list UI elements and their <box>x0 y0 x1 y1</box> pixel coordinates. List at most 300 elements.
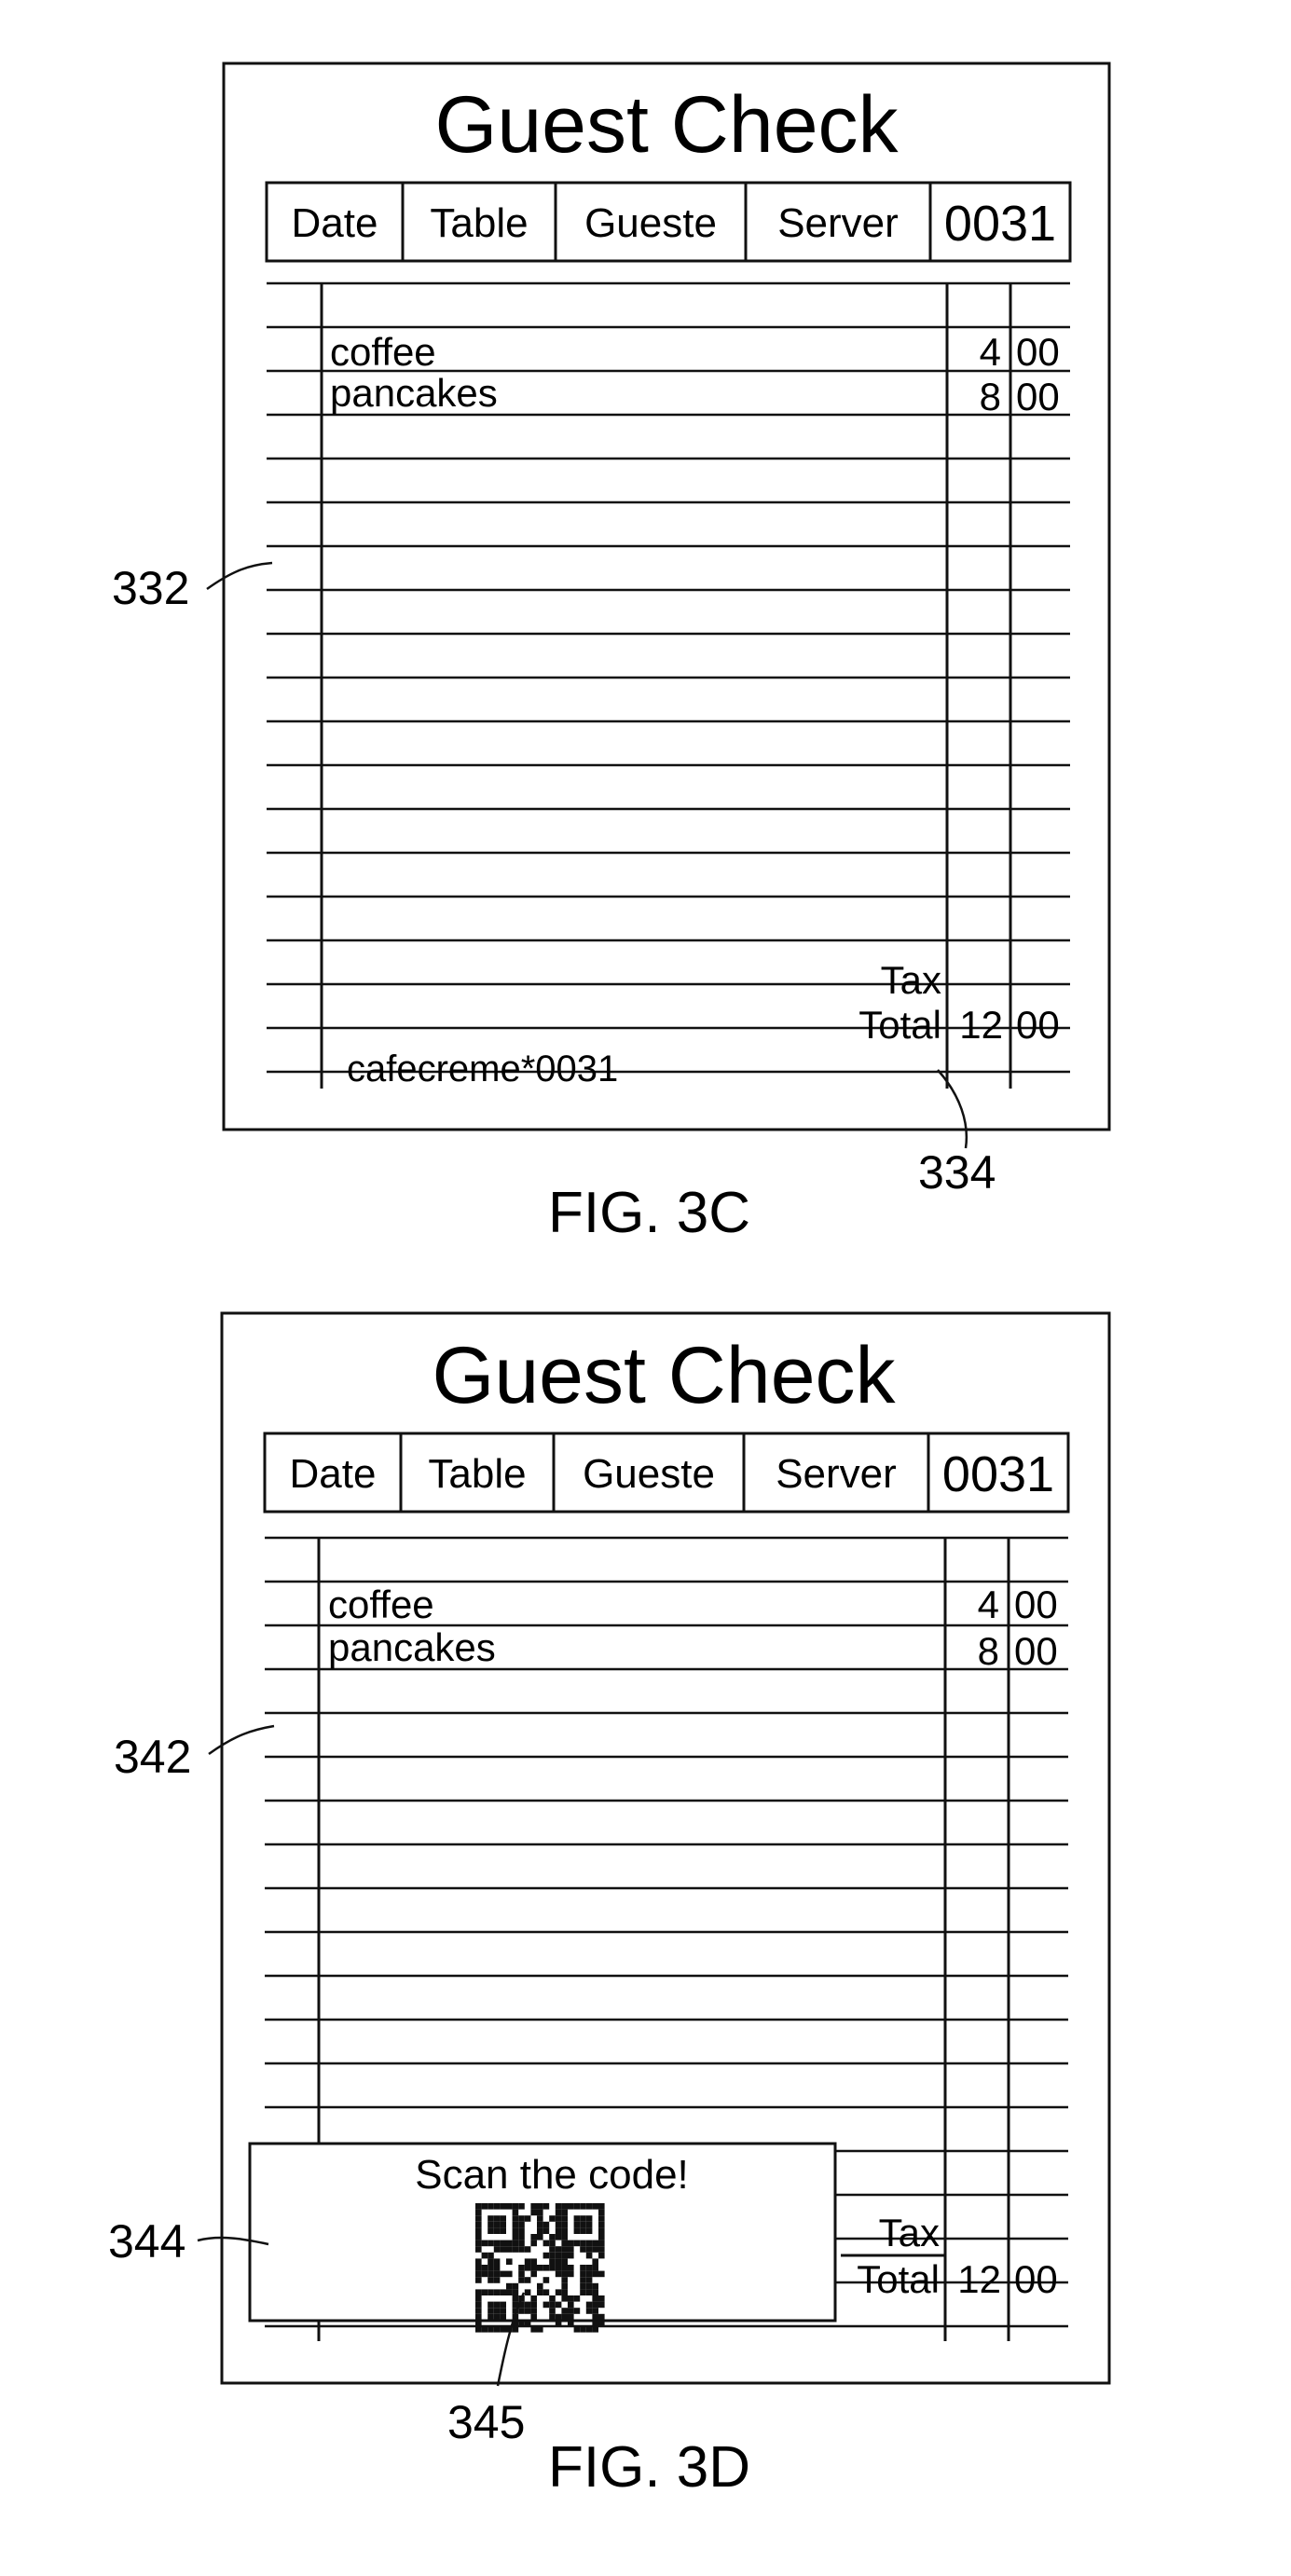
qr-module <box>513 2289 519 2295</box>
item-3c-pancakes-dollars: 8 <box>979 375 1001 418</box>
qr-module <box>506 2258 513 2265</box>
item-3c-coffee-dollars: 4 <box>979 330 1001 374</box>
qr-module <box>598 2302 605 2309</box>
qr-module <box>598 2210 605 2216</box>
qr-module <box>488 2289 494 2295</box>
qr-module <box>592 2308 598 2314</box>
qr-module <box>482 2253 488 2259</box>
qr-module <box>598 2246 605 2253</box>
qr-module <box>580 2227 586 2234</box>
qr-module <box>494 2271 501 2278</box>
qr-module <box>549 2314 556 2321</box>
qr-module <box>475 2277 482 2283</box>
ref-label-332: 332 <box>112 562 190 614</box>
qr-module <box>518 2203 525 2210</box>
qr-module <box>525 2308 531 2314</box>
qr-module <box>530 2240 537 2247</box>
qr-module <box>513 2227 519 2234</box>
qr-module <box>586 2253 593 2259</box>
leader-342 <box>209 1726 274 1754</box>
qr-module <box>530 2326 537 2333</box>
qr-module <box>543 2240 550 2247</box>
qr-module <box>506 2203 513 2210</box>
qr-module <box>525 2289 531 2295</box>
qr-module <box>598 2222 605 2228</box>
qr-module <box>530 2295 537 2302</box>
qr-module <box>482 2326 488 2333</box>
qr-module <box>500 2203 506 2210</box>
qr-module <box>561 2253 568 2259</box>
qr-module <box>586 2215 593 2222</box>
item-3c-coffee-name: coffee <box>330 330 436 374</box>
check-3d-total-cents: 00 <box>1014 2257 1058 2301</box>
qr-module <box>574 2295 581 2302</box>
qr-module <box>482 2203 488 2210</box>
qr-module <box>568 2320 574 2326</box>
qr-module <box>506 2289 513 2295</box>
header-3d-guests: Gueste <box>583 1451 715 1497</box>
qr-module <box>500 2302 506 2309</box>
qr-module <box>518 2271 525 2278</box>
qr-module <box>592 2326 598 2333</box>
qr-module <box>482 2289 488 2295</box>
qr-module <box>518 2215 525 2222</box>
qr-module <box>513 2246 519 2253</box>
qr-module <box>518 2277 525 2283</box>
item-3d-coffee-dollars: 4 <box>977 1583 999 1626</box>
qr-module <box>598 2203 605 2210</box>
qr-module <box>475 2265 482 2271</box>
qr-module <box>561 2295 568 2302</box>
qr-module <box>586 2240 593 2247</box>
qr-module <box>530 2234 537 2240</box>
qr-module <box>561 2246 568 2253</box>
qr-module <box>598 2234 605 2240</box>
qr-module <box>488 2271 494 2278</box>
qr-module <box>494 2215 501 2222</box>
qr-module <box>475 2314 482 2321</box>
qr-module <box>549 2215 556 2222</box>
qr-module <box>543 2253 550 2259</box>
qr-module <box>543 2277 550 2283</box>
qr-module <box>586 2308 593 2314</box>
qr-module <box>488 2215 494 2222</box>
qr-module <box>475 2295 482 2302</box>
qr-module <box>561 2314 568 2321</box>
header-3d-server: Server <box>776 1451 897 1497</box>
qr-module <box>494 2203 501 2210</box>
qr-module <box>494 2222 501 2228</box>
qr-module <box>488 2222 494 2228</box>
item-3c-coffee-cents: 00 <box>1016 330 1060 374</box>
header-3c-table: Table <box>430 200 529 246</box>
qr-module <box>568 2271 574 2278</box>
qr-module <box>518 2222 525 2228</box>
header-3c-date: Date <box>291 200 378 246</box>
qr-module <box>506 2246 513 2253</box>
header-3d-check-number: 0031 <box>941 1446 1055 1502</box>
qr-module <box>488 2326 494 2333</box>
check-3c-header-row <box>267 183 1070 261</box>
qr-module <box>525 2277 531 2283</box>
qr-module <box>513 2234 519 2240</box>
qr-module <box>586 2302 593 2309</box>
qr-module <box>530 2258 537 2265</box>
qr-module <box>488 2253 494 2259</box>
qr-module <box>549 2308 556 2314</box>
qr-module <box>513 2210 519 2216</box>
qr-module <box>592 2283 598 2290</box>
qr-module <box>500 2308 506 2314</box>
qr-module <box>598 2320 605 2326</box>
qr-module <box>488 2302 494 2309</box>
qr-module <box>494 2246 501 2253</box>
qr-module <box>568 2253 574 2259</box>
qr-module <box>586 2265 593 2271</box>
qr-module <box>500 2227 506 2234</box>
qr-module <box>482 2271 488 2278</box>
qr-module <box>500 2246 506 2253</box>
qr-module <box>518 2246 525 2253</box>
qr-module <box>574 2326 581 2333</box>
qr-module <box>543 2203 550 2210</box>
qr-module <box>537 2215 543 2222</box>
qr-module <box>568 2246 574 2253</box>
qr-module <box>506 2271 513 2278</box>
header-3c-server: Server <box>777 200 899 246</box>
qr-module <box>530 2314 537 2321</box>
qr-module <box>543 2289 550 2295</box>
qr-module <box>513 2222 519 2228</box>
qr-module <box>500 2289 506 2295</box>
qr-module <box>475 2308 482 2314</box>
qr-module <box>506 2283 513 2290</box>
qr-module <box>598 2295 605 2302</box>
qr-module <box>561 2240 568 2247</box>
qr-module <box>513 2203 519 2210</box>
qr-module <box>568 2314 574 2321</box>
qr-module <box>574 2240 581 2247</box>
item-3d-coffee-cents: 00 <box>1014 1583 1058 1626</box>
qr-module <box>580 2289 586 2295</box>
qr-module <box>518 2234 525 2240</box>
qr-module <box>525 2302 531 2309</box>
qr-module <box>488 2277 494 2283</box>
check-3c-tax-label: Tax <box>880 958 941 1002</box>
item-3c-pancakes-name: pancakes <box>330 371 498 415</box>
qr-module <box>561 2210 568 2216</box>
qr-module <box>475 2258 482 2265</box>
qr-module <box>488 2227 494 2234</box>
qr-module <box>543 2222 550 2228</box>
qr-module <box>556 2210 562 2216</box>
qr-module <box>475 2326 482 2333</box>
qr-module <box>482 2265 488 2271</box>
qr-module <box>525 2215 531 2222</box>
qr-module <box>525 2320 531 2326</box>
qr-module <box>592 2265 598 2271</box>
figure-3c <box>112 63 1109 1245</box>
qr-module <box>592 2302 598 2309</box>
qr-module <box>561 2283 568 2290</box>
qr-module <box>494 2289 501 2295</box>
qr-module <box>513 2215 519 2222</box>
qr-module <box>556 2234 562 2240</box>
qr-module <box>530 2203 537 2210</box>
qr-module <box>586 2271 593 2278</box>
qr-module <box>513 2326 519 2333</box>
qr-module <box>494 2265 501 2271</box>
header-3c-guests: Gueste <box>584 200 717 246</box>
qr-module <box>488 2314 494 2321</box>
qr-module <box>475 2302 482 2309</box>
qr-module <box>549 2253 556 2259</box>
qr-module <box>494 2277 501 2283</box>
qr-module <box>561 2258 568 2265</box>
qr-module <box>500 2314 506 2321</box>
qr-module <box>580 2265 586 2271</box>
qr-module <box>525 2265 531 2271</box>
qr-module <box>586 2222 593 2228</box>
ref-label-345: 345 <box>447 2396 526 2448</box>
item-3d-pancakes-name: pancakes <box>328 1625 496 1669</box>
qr-module <box>580 2283 586 2290</box>
qr-module <box>598 2227 605 2234</box>
qr-module <box>580 2215 586 2222</box>
qr-module <box>574 2215 581 2222</box>
qr-module <box>592 2258 598 2265</box>
qr-module <box>549 2302 556 2309</box>
qr-module <box>475 2227 482 2234</box>
qr-module <box>518 2227 525 2234</box>
check-3c-total-cents: 00 <box>1016 1003 1060 1047</box>
qr-module <box>561 2271 568 2278</box>
item-3d-pancakes-dollars: 8 <box>977 1629 999 1673</box>
qr-module <box>537 2326 543 2333</box>
qr-module <box>568 2295 574 2302</box>
qr-module <box>494 2240 501 2247</box>
figure-caption-3d: FIG. 3D <box>548 2435 751 2500</box>
qr-module <box>506 2240 513 2247</box>
ref-label-344: 344 <box>108 2215 186 2268</box>
qr-module <box>561 2222 568 2228</box>
qr-module <box>475 2222 482 2228</box>
qr-module <box>598 2253 605 2259</box>
qr-module <box>574 2203 581 2210</box>
qr-module <box>568 2240 574 2247</box>
qr-module <box>592 2240 598 2247</box>
qr-module <box>561 2227 568 2234</box>
qr-module <box>561 2265 568 2271</box>
qr-module <box>494 2302 501 2309</box>
qr-module <box>592 2203 598 2210</box>
item-3c-pancakes-cents: 00 <box>1016 375 1060 418</box>
qr-module <box>537 2210 543 2216</box>
qr-module <box>494 2314 501 2321</box>
qr-module <box>482 2240 488 2247</box>
qr-module <box>592 2271 598 2278</box>
qr-module <box>475 2210 482 2216</box>
qr-module <box>500 2215 506 2222</box>
qr-module <box>537 2234 543 2240</box>
qr-module <box>561 2277 568 2283</box>
qr-module <box>561 2234 568 2240</box>
qr-module <box>598 2271 605 2278</box>
qr-module <box>500 2326 506 2333</box>
qr-module <box>475 2234 482 2240</box>
qr-module <box>568 2302 574 2309</box>
qr-module <box>530 2271 537 2278</box>
qr-module <box>568 2265 574 2271</box>
qr-module <box>580 2246 586 2253</box>
qr-module <box>500 2222 506 2228</box>
qr-module <box>530 2302 537 2309</box>
qr-module <box>543 2265 550 2271</box>
qr-module <box>475 2289 482 2295</box>
qr-module <box>543 2302 550 2309</box>
header-3c-check-number: 0031 <box>943 196 1057 252</box>
check-3c-total-label: Total <box>858 1003 941 1047</box>
check-3d-total-dollars: 12 <box>957 2257 1001 2301</box>
qr-module <box>556 2271 562 2278</box>
qr-module <box>500 2240 506 2247</box>
item-3d-pancakes-cents: 00 <box>1014 1629 1058 1673</box>
qr-module <box>530 2265 537 2271</box>
qr-module <box>494 2308 501 2314</box>
qr-module <box>556 2253 562 2259</box>
check-3d-header-row <box>265 1433 1068 1512</box>
qr-module <box>586 2289 593 2295</box>
qr-module <box>592 2314 598 2321</box>
qr-module <box>556 2258 562 2265</box>
qr-module <box>549 2295 556 2302</box>
qr-module <box>561 2203 568 2210</box>
qr-module <box>549 2240 556 2247</box>
qr-module <box>475 2240 482 2247</box>
leader-334 <box>938 1070 967 1148</box>
qr-module <box>592 2289 598 2295</box>
qr-module <box>488 2203 494 2210</box>
qr-module <box>488 2258 494 2265</box>
qr-module <box>580 2203 586 2210</box>
qr-module <box>556 2246 562 2253</box>
qr-module <box>494 2326 501 2333</box>
qr-module <box>537 2265 543 2271</box>
qr-module <box>513 2240 519 2247</box>
qr-module <box>556 2265 562 2271</box>
qr-module <box>518 2308 525 2314</box>
qr-module <box>537 2203 543 2210</box>
qr-module <box>518 2265 525 2271</box>
qr-module <box>513 2295 519 2302</box>
qr-module <box>556 2314 562 2321</box>
qr-module <box>556 2222 562 2228</box>
qr-module <box>475 2320 482 2326</box>
qr-module <box>549 2246 556 2253</box>
qr-module <box>586 2246 593 2253</box>
qr-module <box>475 2246 482 2253</box>
qr-module <box>586 2326 593 2333</box>
qr-module <box>518 2240 525 2247</box>
qr-module <box>475 2215 482 2222</box>
qr-module <box>580 2326 586 2333</box>
item-3d-coffee-name: coffee <box>328 1583 434 1626</box>
qr-module <box>580 2240 586 2247</box>
qr-module <box>537 2227 543 2234</box>
leader-332 <box>207 563 272 589</box>
header-3d-date: Date <box>289 1451 377 1497</box>
qr-module <box>488 2265 494 2271</box>
qr-module <box>561 2308 568 2314</box>
qr-module <box>549 2265 556 2271</box>
qr-module <box>598 2240 605 2247</box>
qr-module <box>556 2289 562 2295</box>
qr-module <box>525 2246 531 2253</box>
qr-module <box>580 2277 586 2283</box>
qr-module <box>530 2308 537 2314</box>
figure-3d <box>108 1313 1109 2500</box>
qr-module <box>586 2283 593 2290</box>
ref-label-334: 334 <box>918 1146 996 1199</box>
figure-caption-3c: FIG. 3C <box>548 1181 751 1245</box>
qr-module <box>580 2271 586 2278</box>
check-3d-tax-label: Tax <box>878 2211 940 2254</box>
qr-module <box>494 2227 501 2234</box>
qr-module <box>537 2283 543 2290</box>
qr-module <box>561 2289 568 2295</box>
qr-module <box>568 2308 574 2314</box>
qr-module <box>556 2320 562 2326</box>
scan-code-text: Scan the code! <box>415 2152 689 2198</box>
qr-module <box>475 2271 482 2278</box>
check-3c-title: Guest Check <box>434 80 899 170</box>
header-3d-table: Table <box>428 1451 527 1497</box>
qr-module <box>518 2320 525 2326</box>
qr-module <box>513 2283 519 2290</box>
qr-module <box>525 2258 531 2265</box>
qr-module <box>561 2215 568 2222</box>
qr-module <box>475 2203 482 2210</box>
qr-module <box>549 2258 556 2265</box>
qr-module <box>488 2240 494 2247</box>
qr-module <box>537 2222 543 2228</box>
qr-module <box>537 2289 543 2295</box>
qr-module <box>556 2215 562 2222</box>
qr-module <box>592 2295 598 2302</box>
check-3c-footer-code: cafecreme*0031 <box>347 1048 619 1089</box>
qr-module <box>586 2227 593 2234</box>
qr-module <box>598 2215 605 2222</box>
qr-module <box>574 2222 581 2228</box>
qr-module <box>494 2258 501 2265</box>
qr-module <box>598 2314 605 2321</box>
qr-module <box>592 2320 598 2326</box>
qr-module <box>530 2210 537 2216</box>
check-3c-total-dollars: 12 <box>959 1003 1003 1047</box>
qr-module <box>556 2227 562 2234</box>
qr-module <box>574 2308 581 2314</box>
qr-module <box>556 2203 562 2210</box>
qr-module <box>549 2234 556 2240</box>
qr-module <box>592 2246 598 2253</box>
qr-module <box>543 2227 550 2234</box>
check-3d-title: Guest Check <box>432 1331 896 1420</box>
ref-label-342: 342 <box>114 1731 192 1783</box>
qr-module <box>586 2277 593 2283</box>
qr-module <box>568 2203 574 2210</box>
qr-module <box>580 2222 586 2228</box>
qr-module <box>500 2271 506 2278</box>
